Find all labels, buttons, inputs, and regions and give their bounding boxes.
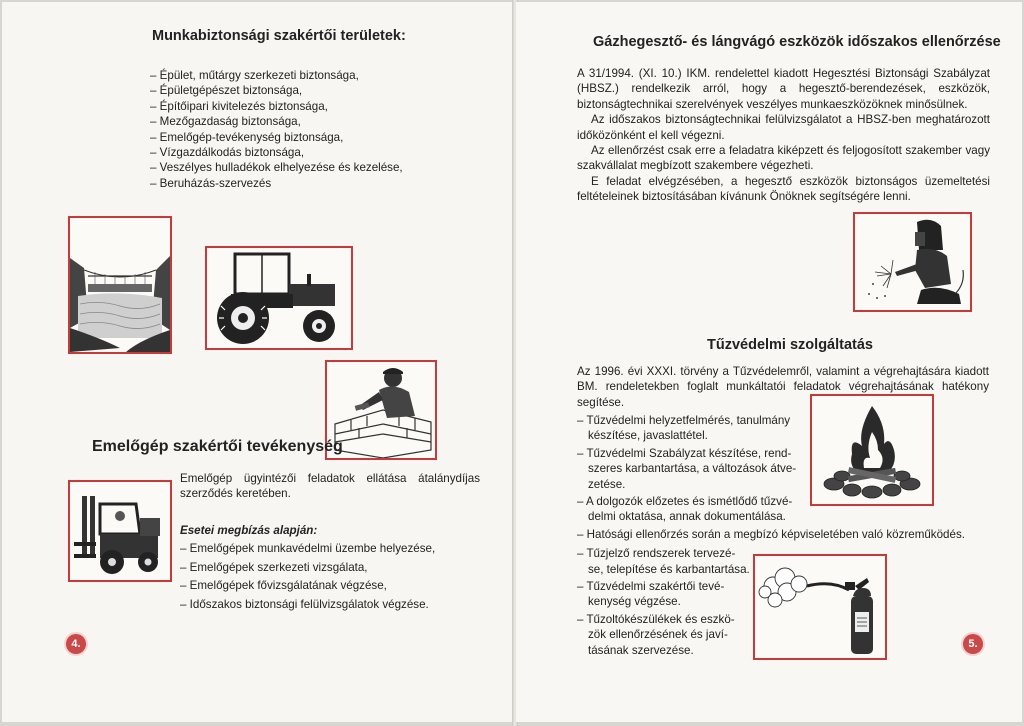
list-item: – Tűzvédelmi Szabályzat készítése, rend- szeres karbantartása, a változások átve- zetése. xyxy=(577,446,797,491)
campfire-illustration xyxy=(810,394,934,506)
list-item: – Tűzoltókészülékek és eszkö- zök ellenőrzésének és javí- tásának szervezése. xyxy=(577,612,735,657)
paragraph: A 31/1994. (XI. 10.) IKM. rendelettel kiadott Hegesztési Biztonsági Szabályzat (HBSZ.) rendelkezik arról, hogy a hegesztő-berendezések, eszközök, biztonságtechnikai szerelvények veszélyes munkaeszközöknek minősülnek. xyxy=(577,67,990,111)
list-item: – Vízgazdálkodás biztonsága, xyxy=(150,146,305,160)
left-section2-title: Emelőgép szakértői tevékenység xyxy=(92,438,343,455)
list-item: – A dolgozók előzetes és ismétlődő tűzvé- delmi oktatása, annak dokumentálása. xyxy=(577,495,793,524)
list-item: – Mezőgazdaság biztonsága, xyxy=(150,115,301,129)
paragraph: Az időszakos biztonságtechnikai felülvizsgálatot a HBSZ-ben meghatározott időközönként el kell végezni. xyxy=(577,113,990,142)
right-page xyxy=(516,2,1022,722)
tractor-illustration xyxy=(205,246,353,350)
right-section2-intro: Az 1996. évi XXXI. törvény a Tűzvédelemről, valamint a végrehajtására kiadott BM. rendeletekben foglalt munkáltatói feladatok végrehajtásának hatékony segítése. xyxy=(577,365,989,409)
left-section1-list xyxy=(150,68,403,191)
right-section2-title: Tűzvédelmi szolgáltatás xyxy=(707,337,873,353)
paragraph: Az ellenőrzést csak erre a feladatra kiképzett és feljogosított szakember vagy szakvállalat megbízott szakembere végezheti. xyxy=(577,144,990,173)
left-section1-title: Munkabiztonsági szakértői területek: xyxy=(152,28,406,44)
extinguisher-illustration xyxy=(753,554,887,660)
subheading-text: Esetei megbízás alapján: xyxy=(180,524,318,537)
left-section2-intro: Emelőgép ügyintézői feladatok ellátása átalánydíjas szerződés keretében. xyxy=(180,472,480,501)
list-item: – Épületgépészet biztonsága, xyxy=(150,84,303,98)
list-item: – Építőipari kivitelezés biztonsága, xyxy=(150,99,328,113)
forklift-illustration xyxy=(68,480,172,582)
list-item: – Tűzjelző rendszerek tervezé- se, telepítése és karbantartása. xyxy=(577,547,750,576)
list-item: – Veszélyes hulladékok elhelyezése és kezelése, xyxy=(150,161,403,175)
left-page xyxy=(2,2,514,722)
welder-illustration xyxy=(853,212,972,312)
list-item: – Épület, műtárgy szerkezeti biztonsága, xyxy=(150,69,359,82)
list-item: – Emelőgépek fővizsgálatának végzése, xyxy=(180,579,387,593)
dam-illustration xyxy=(68,216,172,354)
list-item: – Tűzvédelmi helyzetfelmérés, tanulmány készítése, javaslattétel. xyxy=(577,414,791,443)
list-item: – Emelőgép-tevékenység biztonsága, xyxy=(150,130,344,144)
page-number-right: 5. xyxy=(963,634,983,654)
list-item: – Emelőgépek munkavédelmi üzembe helyezése, xyxy=(180,542,436,555)
list-item: – Időszakos biztonsági felülvizsgálatok végzése. xyxy=(180,597,429,611)
right-section1-body xyxy=(577,66,990,205)
paragraph: E feladat elvégzésében, a hegesztő eszközök biztonságos üzemeltetési feltételeinek biztosításában kívánunk Önöknek segítségére lenni. xyxy=(577,174,990,204)
list-item: – Emelőgépek szerkezeti vizsgálata, xyxy=(180,560,368,574)
left-section2-subheading xyxy=(180,523,317,538)
list-item: – Tűzvédelmi szakértői tevé- kenység végzése. xyxy=(577,580,725,609)
list-item: – Beruházás-szervezés xyxy=(150,176,272,190)
left-section2-list xyxy=(180,540,435,614)
list-item: – Hatósági ellenőrzés során a megbízó képviseletében való közreműködés. xyxy=(577,527,965,541)
page-number-left: 4. xyxy=(66,634,86,654)
right-section1-title: Gázhegesztő- és lángvágó eszközök időszakos ellenőrzése xyxy=(593,34,1001,50)
